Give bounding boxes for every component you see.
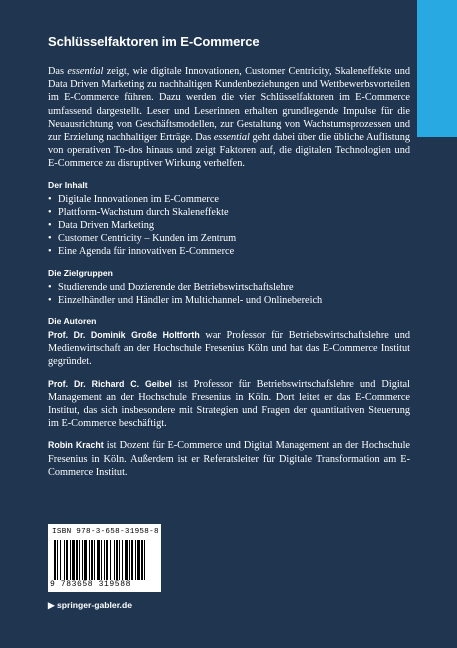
author-name: Prof. Dr. Dominik Große Holtforth [48, 330, 200, 341]
isbn-label: ISBN 978-3-658-31958-8 [52, 528, 159, 536]
inhalt-list [48, 193, 410, 259]
bullet-icon: • [48, 206, 52, 218]
bullet-icon: • [48, 246, 52, 258]
bullet-icon: • [48, 233, 52, 245]
website-label: springer-gabler.de [57, 600, 132, 610]
isbn-barcode [48, 524, 161, 592]
author-name: Robin Kracht [48, 440, 104, 451]
list-item: • Plattform-Wachstum durch Skaleneffekte [48, 206, 229, 218]
list-item: • Data Driven Marketing [48, 220, 155, 232]
list-item: • Eine Agenda für innovativen E-Commerce [48, 246, 235, 258]
bullet-icon: • [48, 281, 52, 293]
author-bio [48, 378, 410, 431]
barcode-digits: 9 783658 319588 [50, 580, 132, 589]
list-item: • Customer Centricity – Kunden im Zentrum [48, 233, 237, 245]
intro-emphasis-1: essential [67, 66, 104, 77]
intro-emphasis-2: essential [213, 132, 250, 144]
page-title: Schlüsselfaktoren im E-Commerce [48, 34, 260, 49]
author-text: ist Dozent für E-Commerce und Digital Management an der Hochschule Fresenius in Köln. Außerdem ist er Referatsleiter für Digitale Transformation am E-Commerce Institut. [48, 440, 410, 478]
zielgruppen-heading: Die Zielgruppen [48, 267, 113, 278]
list-item: • Digitale Innovationen im E-Commerce [48, 193, 219, 205]
publisher-website[interactable] [48, 600, 132, 611]
author-bio [48, 439, 410, 479]
intro-text-2: zeigt, wie digitale Innovationen, Customer Centricity, Skaleneffekte und Data Driven Marketing zu nachhaltigen Kundenbeziehungen und Wettbewerbsvorteilen im E-Commerce führen. Dazu werden die vier Schlüsselfaktoren im E-Commerce umfassend dargestellt. Leser und Leserinnen erhalten grundlegende Impulse für die Neuausrichtung von Geschäftsmodellen, zur Gestaltung von Wachstumsprozessen und zur Erzielung nachhaltiger Erträge. Das [48, 66, 411, 144]
zielgruppen-list [48, 281, 410, 307]
back-cover-text [48, 34, 410, 488]
barcode-bars [54, 540, 155, 580]
inhalt-heading: Der Inhalt [48, 179, 88, 190]
author-name: Prof. Dr. Richard C. Geibel [48, 378, 172, 389]
accent-tab [417, 0, 457, 137]
arrow-icon: ▶ [48, 600, 55, 610]
author-bio [48, 329, 410, 369]
author-text: war Professor für Betriebswirtschaftslehre und Medienwirtschaft an der Hochschule Fresenius Köln und hat das E-Commerce Institut gegründet. [48, 330, 410, 368]
autoren-heading: Die Autoren [48, 316, 97, 327]
bullet-icon: • [48, 294, 52, 306]
intro-text-3: geht dabei über die übliche Auflistung von operativen To-dos hinaus und zeigt Faktoren auf, die digitalen Technologien und E-Commerce zu disruptiver Wirkung verhelfen. [48, 132, 411, 170]
list-item: • Studierende und Dozierende der Betriebswirtschaftslehre [48, 281, 294, 293]
intro-text-1: Das [48, 66, 65, 77]
bullet-icon: • [48, 193, 52, 205]
author-text: ist Professor für Betriebswirtschafslehre und Digital Management an der Hochschule Fresenius in Köln. Dort leitet er das E-Commerce Institut, das sich insbesondere mit Strategien und Fragen der quantitativen Steuerung im E-Commerce beschäftigt. [48, 378, 410, 430]
list-item: • Einzelhändler und Händler im Multichannel- und Onlinebereich [48, 294, 323, 306]
intro-paragraph [48, 65, 410, 171]
bullet-icon: • [48, 220, 52, 232]
